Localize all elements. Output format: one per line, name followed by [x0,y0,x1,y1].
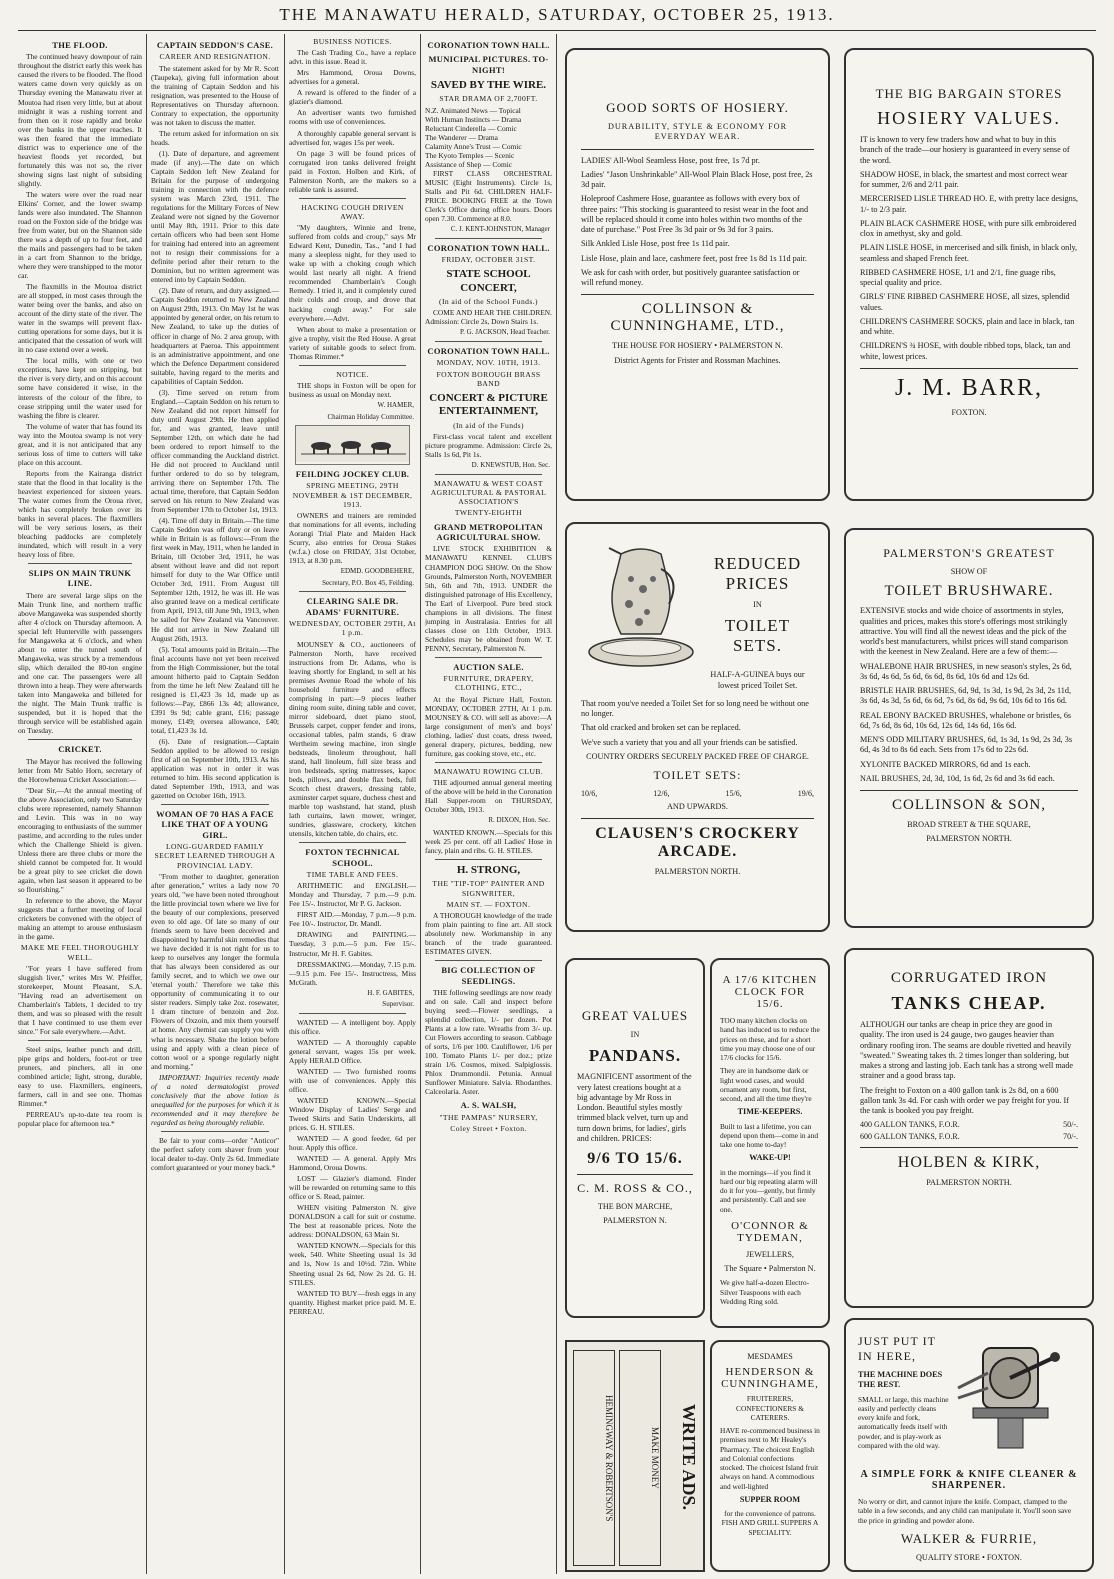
divider [860,368,1078,369]
paragraph: MOUNSEY & CO., auctioneers of Palmerston North, have received instructions from Dr. Adams, who is leaving shortly for England, to sell at his premises Avenue Road the whole of his household furniture and effects comprising in part:—9 pieces leather dining room suite, dining table and cover, mirror sideboard, duet piano stool, Brussels carpet, copper fender and irons, occasional tables, palm stands, 6 draw Wertheim sewing machine, iron single bedsteads, linoleum throughout, hall stand, hall linoleum, full size brass and iron bedsteads, spring mattresses, kapoc beds, pillows, and double flax beds, full Scotch chest drawers, dressing table, axminster carpet square, duchess chest and marble top washstand, hat stand, plush lath curtains, lawn mower, wringer, sundries, glassware, crockery, kitchen utensils, kitchen table, do chairs, etc. [289,639,416,839]
ad-title: GOOD SORTS OF HOSIERY. [606,100,789,115]
signature: R. DIXON, Hon. Sec. [488,816,550,825]
price-label: 600 GALLON TANKS, F.O.R. [860,1132,960,1142]
ad-line: That old cracked and broken set can be replaced. [581,723,741,733]
ad-heading: MANAWATU & WEST COAST AGRICULTURAL & PASTORAL ASSOCIATION'S [430,478,547,507]
article-headline: CAPTAIN SEDDON'S CASE. [156,40,274,50]
ad-line: We've such a variety that you and all your friends can be satisfied. [581,737,798,747]
ad-item: PLAIN LISLE HOSE, in mercerised and silk finish, in black only, seamless and shaped French feet. [860,243,1078,263]
column-rule [420,34,421,1574]
price: 15/6, [725,789,742,798]
ad-title: SAVED BY THE WIRE. [430,79,547,92]
ad-line: Holeproof Cashmere Hose, guarantee as follows with every box of three pairs: "This stocking is guaranteed to resist wear in the foot and will be replaced should it come into holes within two months of the date of purchase." Post Free 3s 3d pair or 9s 3d for 3 pairs. [581,194,809,234]
classified-ad: WHEN visiting Palmerston N. give DONALDSON a call for suit or costume. The best at reasonable prices. Note the address: DONALDSON, 63 Main St. [289,1203,416,1240]
classified-ad: WANTED — A intelligent boy. Apply this office. [289,1017,416,1036]
ad-title: JUST PUT IT IN HERE, [858,1334,936,1363]
ad-line: TOO many kitchen clocks on hand has induced us to reduce the prices on these, and for a short time you may choose one of our 17/6 clocks for 15/6. [720,1016,820,1062]
ad-subtitle: TOILET SETS: [653,768,742,782]
ad-headline-block [858,1328,953,1463]
divider [299,842,406,843]
ad-line: That room you've needed a Toilet Set for so long need be without one no longer. [581,698,809,718]
divider [28,739,132,740]
ad-tanks-holben-kirk [844,948,1094,1308]
ad-store: THE BON MARCHE, [597,1202,673,1211]
divider [577,1174,693,1175]
ad-subheading: (In aid of the Funds) [453,420,524,430]
ad-line: Lisle Hose, plain and lace, cashmere feet, post free 1s 8d 1s 11d pair. [581,253,807,263]
divider [28,563,132,564]
paragraph: In reference to the above, the Mayor suggests that a further meeting of local cricketers be convened with the object of making an attempt to arouse enthusiasm in the game. [18,896,142,942]
ad-firm: O'CONNOR & TYDEMAN, [731,1219,809,1244]
ad-title: THE BIG BARGAIN STORES [875,86,1063,101]
column-rule [556,34,557,1574]
ad-top [858,1328,1080,1463]
divider [28,1040,132,1041]
section-heading: BUSINESS NOTICES. [313,37,392,46]
paragraph: (1). Date of departure, and agreement made (if any).—The date on which Captain Seddon left New Zealand for Britain for the purpose of undergoing training in connection with the defence system was March 23rd, 1911. The regulations for the Military Forces of New Zealand were not signed by the Governor until May 8th, 1911. Prior to this date certain officers who had been sent Home for training had entered into an agreement not to resign their commissions for a definite period after their return to the Dominion, but no written agreement was entered into by Captain Seddon. [151,148,279,285]
signature: C. J. KENT-JOHNSTON, Manager [450,225,550,234]
ad-line: for the convenience of patrons. FISH AND GRILL SUPPERS A SPECIALITY. [721,1509,819,1537]
ad-title: GRAND METROPOLITAN AGRICULTURAL SHOW. [434,521,543,543]
divider [299,198,406,199]
paragraph: LIVE STOCK EXHIBITION & MANAWATU KENNEL CLUB'S CHAMPION DOG SHOW. On the Show Grounds, Palmerston North, NOVEMBER 5th, 6th and 7th, 1913. UNDER the distinguished patronage of His Excellency, The Earl of Liverpool. Pure bred stock champions in all divisions. The finest jumping in Australasia. Entries for all classes close on 11th October, 1913. Schedules may be obtained from W. T. PENNY, Secretary, Palmerston N. [425,544,552,653]
ad-line: HAVE re-commenced business in premises next to Mr Healey's Pharmacy. The choicest English and Colonial confections stocked. The choicest Island fruit always on hand. A commodious and well-lighted [720,1426,820,1491]
ad-firm-sub: JEWELLERS, [746,1249,794,1259]
section-heading: FEILDING JOCKEY CLUB. [295,469,410,480]
price-label: 400 GALLON TANKS, F.O.R. [860,1120,960,1130]
ad-title: STATE SCHOOL CONCERT, [446,268,531,294]
ad-address: Coley Street • Foxton. [450,1123,527,1133]
ad-firm: HOLBEN & KIRK, [897,1154,1041,1172]
ad-town: FOXTON. [951,407,987,417]
price: 10/6, [581,789,598,798]
ad-item: MERCERISED LISLE THREAD HO. E, with pretty lace designs, 1/- to 2/3 pair. [860,194,1078,214]
ad-item: CHILDREN'S CASHMERE SOCKS, plain and lace in black, tan and white. [860,316,1075,336]
paragraph: The statement asked for by Mr R. Scott (Taupeka), giving full information about the training of Captain Seddon and his resignation, was presented to the House of Representatives on Thursday afternoon. Contrary to expectation, the opportunity was not taken to discuss the matter. [151,63,279,127]
ad-firm: WALKER & FURRIE, [900,1530,1038,1546]
divider [435,657,542,658]
price-row [860,1132,1078,1141]
paragraph: "For years I have suffered from sluggish liver," writes Mrs W. Pfeiffer, storekeeper, Mount Pleasant, S.A. "Having read an advertisement on Chamberlain's Tablets, I decided to try them, and was so pleased with the result that I have continued to use them ever since." For sale everywhere.—Advt. [18,963,142,1036]
paragraph: Steel snips, leather punch and drill, pipe grips and holders, foot-rot or tree pruners, and pinchers, all in one combined article; light, strong, durable, easy to use. Flaxmillers, engineers, farmers, call in and see one. Thomas Rimmer.* [18,1045,142,1109]
paragraph: OWNERS and trainers are reminded that nominations for all events, including Aorangi Trial Plate and Maiden Hack Scurry, also entries for Oroua Stakes (w.f.a.) close on FRIDAY, 31st October, 1913, at 8.30 p.m. [289,511,416,566]
paragraph: COME AND HEAR THE CHILDREN. Admission: Circle 2s, Down Stairs 1s. [425,308,552,327]
ad-item: MEN'S ODD MILITARY BRUSHES, 6d, 1s 3d, 1s 9d, 2s 3d, 3s 6d, 4s 3d to 8s 6d each. Sets from 17s 6d to 22s 6d. [860,735,1073,755]
ad-item: WHALEBONE HAIR BRUSHES, in new season's styles, 2s 6d, 3s 6d, 4s 6d, 5s 6d, 6s 6d, 8s 6d, 10s 6d and 12s 6d. [860,661,1072,681]
ad-title: SHOW OF [950,567,988,576]
section-heading: CLEARING SALE DR. ADAMS' FURNITURE. [305,596,400,617]
ad-title: CONCERT & PICTURE ENTERTAINMENT, [429,392,548,418]
knife-cleaner-illustration [953,1328,1080,1463]
side-ad: MAKE MONEY [619,1350,661,1566]
section-subheading: WEDNESDAY, OCTOBER 29TH, At 1 p.m. [289,619,416,638]
ad-item: BRISTLE HAIR BRUSHES, 6d, 9d, 1s 3d, 1s 9d, 2s 3d, 2s 11d, 3s 6d, 4s 3d, 5s 6d, 6s 6d, 7s 6d, 8s 6d, 9s 6d, 10s 6d to 16s 6d. [860,686,1071,706]
ad-clausen-toilet-sets [565,522,830,932]
masthead-rule [18,30,1096,31]
ad-headline-block [701,534,814,695]
paragraph: (6). Date of resignation.—Captain Seddon applied to be allowed to resign first of all on September 10th, 1913. As his application was not in order it was returned to him. His second application is dated September 19th, 1913, and was gazetted on October 16th, 1913. [151,736,279,801]
ad-title: IN [753,600,762,609]
paragraph: A THOROUGH knowledge of the trade from plain painting to fine art. All stock absolutely new. Workmanship in any branch of the trade guaranteed. ESTIMATES GIVEN. [425,911,552,957]
ad-title: REDUCED PRICES [713,554,802,593]
divider [435,341,542,342]
paragraph: The Cash Trading Co., have a replace advt. in this issue. Read it. [289,48,416,67]
programme-item: With Human Instincts — Drama [425,114,522,124]
ad-title: TOILET SETS. [724,616,791,656]
ad-heading: BIG COLLECTION OF SEEDLINGS. [441,965,536,986]
ad-line: SMALL or large, this machine easily and perfectly cleans every knife and fork, automatically feeds itself with powder, and is play-work as compared with the old way. [858,1394,949,1450]
article-subheadline: LONG-GUARDED FAMILY SECRET LEARNED THROUGH A PROVINCIAL LADY. [154,842,276,870]
ad-title: PALMERSTON'S GREATEST [883,546,1055,560]
paragraph: On page 3 will be found prices of corrugated iron tanks delivered freight paid in Foxton. Holben and Kirk, of Palmerston North, are the makers so a reliable tank is assured. [289,148,416,194]
price-row [860,1120,1078,1129]
classified-ad: WANTED — A general. Apply Mrs Hammond, Oroua Downs. [289,1154,416,1173]
paragraph: The continued heavy downpour of rain throughout the district early this week has caused the rivers to be flooded. The flood waters came down very quickly as on Thursday evening the Manawatu river at Moutoa had risen very little, but at about midnight it was a rushing torrent and from then on it rose rapidly and broke over the banks in the upper reaches. It was then feared that the immediate district was to experience one of the heaviest floods yet recorded, but fortunately this was not so, the river showing signs last night of subsiding slightly. [18,52,142,188]
paragraph: A thoroughly capable general servant is advertised for, wages 15s per week. [289,128,416,147]
masthead: THE MANAWATU HERALD, SATURDAY, OCTOBER 25, 1913. [279,5,835,24]
ad-write-ads-strip [565,1340,705,1572]
programme-item: Calamity Anne's Trust — Comic [425,141,522,151]
signature: D. KNEWSTUB, Hon. Sec. [471,461,550,470]
ad-heading: MANAWATU ROWING CLUB. [433,766,544,776]
paragraph: (3). Time served on return from England.—Captain Seddon on his return to New Zealand did not report himself for duty until August 29th. He then applied for, and was granted, leave until September 12th, on which date he had been ordered to report himself to the officer commanding the Auckland district. He did not proceed to Auckland until further ordered to do so by telegram, arriving there on September 17th. The actual time, therefore, that Captain Seddon served on his return to New Zealand was from September 17th to October 1st, 1913. [151,387,279,515]
ad-title: PANDANS. [588,1046,682,1066]
paragraph: (5). Total amounts paid in Britain.—The final accounts have not yet been received from the High Commissioner, but the total amount hitherto paid to Captain Seddon from the time he left New Zealand till he resigned is £1,423 3s 1d, made up as follows:—Pay, £866 13s 4d; allowance, £391 9s 9d; cable grant, £16; passage money, £149; oversea allowance, £40; total, £1,423 3s 1d. [151,644,279,735]
ad-line: COUNTRY ORDERS SECURELY PACKED FREE OF CHARGE. [586,751,809,761]
ad-subtitle: THE MACHINE DOES THE REST. [858,1370,943,1390]
ad-item: RIBBED CASHMERE HOSE, 1/1 and 2/1, fine guage ribs, special quality and price. [860,267,1056,287]
ad-subheading: "THE PAMPAS" NURSERY, [439,1112,538,1122]
ad-pandans-ross [565,958,705,1318]
ad-line: We ask for cash with order, but positively guarantee satisfaction or will refund money. [581,267,800,287]
paragraph: THE shops in Foxton will be open for business as usual on Monday next. [289,380,416,399]
ad-firm: COLLINSON & CUNNINGHAME, LTD., [610,301,785,335]
column-2 [151,36,279,1572]
ad-item: NAIL BRUSHES, 2d, 3d, 10d, 1s 6d, 2s 6d and 3s 6d each. [860,773,1055,783]
section-heading: FOXTON TECHNICAL SCHOOL. [305,847,400,868]
divider [860,790,1078,791]
price: 50/-. [1063,1120,1078,1130]
side-ad-title: WRITE ADS. [679,1403,699,1511]
paragraph: The waters were over the road near Elkins' Corner, and the lower swamp lands were also inundated. The Shannon road on the Foxton side of the bridge was free from water, but on the Shannon side there was a depth of up to four feet, and the mails and passengers had to be taken in a cart from Shannon to the bridge, where they were transhipped to the motor car. [18,189,142,281]
programme-item: The Wanderer — Drama [425,132,498,142]
ad-line: They are in handsome dark or light wood cases, and would ornament any room, but first, second, and all the time they're [720,1066,812,1103]
signature: H. F. GABITES, [367,988,414,997]
ad-town: PALMERSTON N. [603,1216,667,1226]
ad-firm-sub: THE HOUSE FOR HOSIERY • PALMERSTON N. [612,341,783,351]
ad-heading: CORONATION TOWN HALL. [427,40,550,50]
article-headline: SLIPS ON MAIN TRUNK LINE. [28,568,132,589]
column-rule [146,34,147,1574]
ad-address: BROAD STREET & THE SQUARE, [907,820,1031,829]
price: 12/6, [653,789,670,798]
paragraph: The local mills, with one or two exceptions, have kept on stripping, but the river is very dirty, and on this account some have considered it wise, in the interests of the colour of the fibre, to cease stripping until the water used for washing the fibre is clearer. [18,356,142,420]
paragraph: (2). Date of return, and duty assigned.—Captain Seddon returned to New Zealand on August 29th, 1913. On May 1st he was appointed by general order, on his return to New Zealand, to take up the duties of officer in charge of No. 2 area group, with headquarters at Paeroa. This appointment is an administrative appointment, and one which the Defence Department considered suitable, having regard to the merits and capabilities of Captain Seddon. [151,286,279,386]
paragraph: The Mayor has received the following letter from Mr Sablo Horn, secretary of the Horowhenua Cricket Association:— [18,756,142,784]
ad-hosiery-collinson [565,48,830,501]
ad-price: 9/6 TO 15/6. [587,1150,683,1167]
ad-subheading: TWENTY-EIGHTH [454,508,523,518]
paragraph: The return asked for information on six heads. [151,128,279,147]
divider [435,859,542,860]
ad-title: TOILET BRUSHWARE. [884,583,1054,600]
ad-item: CHILDREN'S ¾ HOSE, with double ribbed tops, black, tan and white, lowest prices. [860,341,1071,361]
ad-item: REAL EBONY BACKED BRUSHES, whalebone or bristles, 6s 6d, 7s 6d, 8s 6d, 10s 6d, 12s 6d, 14s 6d, 16s 6d. [860,710,1072,730]
ad-firm: COLLINSON & SON, [892,797,1046,813]
divider [860,1147,1078,1148]
paragraph: Be fair to your corns—order "Anticor" the perfect safety corn shaver from your local dealer to-day. Only 2s 6d. Immediate comfort guaranteed or your money back.* [151,1135,279,1172]
section-heading: HACKING COUGH DRIVEN AWAY. [301,202,404,221]
divider [435,474,542,475]
ad-firm: J. M. BARR, [894,374,1044,401]
paragraph: FIRST AID.—Monday, 7 p.m.—9 p.m. Fee 10/-. Instructor, Dr. Mandl. [289,910,416,929]
ad-town: PALMERSTON NORTH. [654,867,741,877]
ad-address: The Square • Palmerston N. [724,1264,816,1273]
signature: Chairman Holiday Committee. [327,412,414,421]
ad-line: LADIES' All-Wool Seamless Hose, post free, 1s 7d pr. [581,155,760,165]
paragraph: FIRST CLASS ORCHESTRAL MUSIC (Eight Instruments). Circle 1s, Stalls and Pit 6d. CHILDREN HALF-PRICE. BOOKING FREE at the Town Clerk's Office during office hours. Doors open 7.30. Commence at 8.0. [425,168,552,224]
signature: Supervisor. [382,1000,414,1009]
paragraph: ARITHMETIC and ENGLISH.—Monday and Thursday, 7 p.m.—9 p.m. Fee 15/-. Instructor, Mr P. G. Jackson. [289,881,416,909]
ad-heading: MUNICIPAL PICTURES. TO-NIGHT! [428,54,549,75]
article-headline: WOMAN OF 70 HAS A FACE LIKE THAT OF A YOUNG GIRL. [156,809,274,840]
ad-firm: C. M. ROSS & CO., [577,1181,693,1195]
ad-title: HENDERSON & CUNNINGHAME, [721,1366,819,1391]
ad-title: GREAT VALUES [581,1008,689,1023]
signature: EDMD. GOODBEHERE, [340,567,414,576]
programme-item: N.Z. Animated News — Topical [425,105,521,115]
divider [581,294,814,295]
ad-line: MAGNIFICENT assortment of the very latest creations bought at a big advantage by Mr Ross in London. Beautiful styles mostly trimmed black velvet, turn up and turn down brims, for ladies', girls and children. PRICES: [577,1072,692,1143]
price: 70/-. [1063,1132,1078,1142]
section-heading: NOTICE. [336,369,369,379]
ad-subtitle: TIME-KEEPERS. [737,1107,803,1117]
classified-ad: WANTED KNOWN.—Special Window Display of Ladies' Serge and Tweed Skirts and Satin Underskirts, all prices. G. H. STILES. [289,1095,416,1133]
classified-ad: WANTED KNOWN.—Specials for this week, 540. White Sheeting usual 1s 3d and 1s, Now 1s and 10½d. 72in. White Sheeting usual 2s 6d, Now 2s 2d. G. H. STILES. [289,1241,416,1287]
paragraph: "My daughters, Winnie and Irene, suffered from colds and croup," says Mr Edward Kent, Dunedin, Tas., "and I had many a sleepless night, for they used to wake up with a choking cough which would last nearly all night. A friend recommended Chamberlain's Cough Remedy. I tried it, and it completely cured their colds and croup, and drove that hacking cough away." For sale everywhere.—Advt. [289,223,416,323]
programme-item: Reluctant Cinderella — Comic [425,123,517,133]
divider [435,762,542,763]
paragraph: THE following seedlings are now ready and on sale. Call and inspect before buying seed:—Flower seedlings, a splendid collection, 1/- per dozen. Pot Plants at a low rate. Wreaths from 3/- up. Cut Flowers according to season. Cabbage of sorts, 1/6 per 100. Cauliflower, 1/6 per 100. Tomato Plants 1/- per doz.; prize strain 1/6. Cosmos, mixed. Salpiglossis. Phlox Drummondii. Petunia. Annual Sunflower Miniature. Salvia. Rhodanthes. Calceolaria. Aster. [425,987,552,1097]
divider [299,1013,406,1014]
ad-intro: IT is known to very few traders how and what to buy in this branch of the trade—our hosiery is guaranteed in every sense of the word. [860,135,1070,165]
ad-line: Ladies' "Jason Unshrinkable" All-Wool Plain Black Hose, post free, 2s 3d pair. [581,169,813,189]
ad-line: No worry or dirt, and cannot injure the knife. Compact, clamped to the table in a few seconds, and any child can manipulate it. You'll soon save the price in grinding and powder alone. [858,1497,1072,1525]
classified-ad: WANTED — A good feeder, 6d per hour. Apply this office. [289,1134,416,1153]
paragraph: Mrs Hammond, Oroua Downs, advertises for a general. [289,68,416,87]
ad-subtitle: WAKE-UP! [749,1153,791,1163]
ad-line: The freight to Foxton on a 400 gallon tank is 2s 8d, on a 600 gallon tank 3s 4d. For cash with order we pay freight for you. If the tank is booked you pay freight. [860,1085,1069,1115]
paragraph: THE adjourned annual general meeting of the above will be held in the Coronation Hall Supper-room on THURSDAY, October 30th, 1913. [425,778,552,815]
column-1 [18,36,142,1572]
column-3 [289,36,416,1572]
paragraph: At the Royal Picture Hall, Foxton. MONDAY, OCTOBER 27TH, At 1 p.m. MOUNSEY & CO. will sell as above:—A large consignment of men's and boys' clothing, ladies' dust coats, dress tweed, general drapery, pictures, bedding, new furniture, gas cooking stove, etc., etc. [425,694,552,758]
price-list [581,789,814,798]
classified-ad: WANTED TO BUY—fresh eggs in any quantity. Highest market price paid. M. E. PERREAU. [289,1288,416,1316]
ad-town: PALMERSTON NORTH. [926,834,1012,844]
paragraph: "From mother to daughter, generation after generation," writes a lady now 70 years old, "we have been noted throughout the little provincial town where we live for the beauty of our complexions, preserved even to old age. Of late so many of our friends seem to have been deceived and disappointed by harmful skin remedies that we have decided it is not right for us to keep to ourselves any longer the formula that has always been considered as our family secret, and to which we owe our 'eternal youth.' Therefore we take this opportunity of communicating it to our sister readers. Simply take 2oz. rosewater, 1 dram tincture of benzoin and 2oz. Flowers of Oxzoin, and mix them yourself at home. Any chemist can supply you with what is necessary. Shake the lotion before using and apply with a clean piece of cotton wool or a sponge regularly night and morning." [151,871,279,1071]
programme-item: The Kyoto Temples — Scenic [425,150,515,160]
ad-line: ALTHOUGH our tanks are cheap in price they are good in quality. The iron used is 24 gauge, two gauges heavier than ordinary roofing iron. The seams are double rivetted and heavily "sweated." Sweating takes th. 2 times longer than soldering, but makes a strong and lasting job. Each tank has a strong well made strainer and a good brass tap. [860,1020,1074,1081]
ad-title: A SIMPLE FORK & KNIFE CLEANER & SHARPENER. [860,1469,1078,1491]
ad-subheading: FURNITURE, DRAPERY, CLOTHING, ETC., [443,674,534,693]
article-headline: THE FLOOD. [52,40,108,50]
ad-collinson-brushware [844,528,1094,928]
ad-firm: CLAUSEN'S CROCKERY ARCADE. [595,825,800,861]
article-subheadline: CAREER AND RESIGNATION. [159,52,271,62]
article-headline: CRICKET. [58,744,102,755]
paragraph: DRESSMAKING.—Monday, 7.15 p.m.—9.15 p.m. Fee 15/-. Instructress, Miss McGrath. [289,959,416,987]
price: 19/6, [797,789,814,798]
ad-item: XYLONITE BACKED MIRRORS, 6d and 1s each. [860,759,1031,769]
ad-firm-sub: QUALITY STORE • FOXTON. [916,1552,1022,1562]
ad-subheading: MONDAY, NOV. 10TH, 1913. [436,358,541,368]
section-subheading: TIME TABLE AND FEES. [306,870,399,880]
ad-title: IN [630,1030,640,1039]
paragraph: First-class vocal talent and excellent picture programme. Admission: Circle 2s, Stalls 1s 6d, Pit 1s. [425,432,552,460]
signature: Secretary, P.O. Box 45, Feilding. [322,578,414,587]
classified-ad: WANTED KNOWN.—Specials for this week 25 per cent. off all Ladies' Hose in fancy, plain and ribs. G. H. STILES. [425,827,552,855]
ad-line: in the mornings—if you find it hard our big repeating alarm will do it for you—gently, but firmly and persistently. Call and see one. [720,1167,818,1214]
classified-ad: LOST — Glazier's diamond. Finder will be rewarded on returning same to this office or S. Read, painter. [289,1174,416,1202]
ad-title: MESDAMES [747,1352,793,1361]
ad-town: PALMERSTON NORTH. [926,1178,1012,1188]
ad-heading: CORONATION TOWN HALL. [427,242,550,253]
ad-firm-sub: District Agents for Frister and Rossman Machines. [614,355,781,365]
signature: P. G. JACKSON, Head Teacher. [460,328,550,337]
paragraph: DRAWING and PAINTING.—Tuesday, 3 p.m.—5 p.m. Fee 15/-. Instructor, Mr H. F. Gabites. [289,930,416,958]
ad-title: TANKS CHEAP. [891,993,1047,1013]
paragraph: There are several large slips on the Main Trunk line, and northern traffic above Mangaweka was suspended shortly after 4 o'clock on Thursday afternoon. A special left Hunterville with passengers for Mangaweka at 6 o'clock, and when about to enter the tunnel south of Mangaweka, was struck by a tremendous slip, which derailed the 80-ton engine and one car. The passengers were all thrown into a heap. They were afterwards taken into Mangaweka and billeted for the night. The Main Trunk traffic is suspended, but it is hoped that the through service will be established again on Tuesday. [18,590,142,736]
classified-ad: WANTED — Two furnished rooms with use of conveniences. Apply this office. [289,1066,416,1094]
ad-walker-furrie [844,1318,1094,1572]
signature: W. HAMER, [377,401,414,409]
divider [161,804,269,805]
ad-line: Built to last a lifetime, you can depend upon them—come in and take one home to-day! [720,1121,819,1149]
ad-henderson-cunninghame [710,1340,830,1572]
ad-title: A. S. WALSH, [460,1100,517,1111]
paragraph: IMPORTANT: Inquiries recently made of a noted dermatologist proved conclusively that the above lotion is unequalled for the purposes for which it is recommended and it may therefore be regarded as being thoroughly reliable. [151,1072,279,1127]
paragraph: A reward is offered to the finder of a glazier's diamond. [289,88,416,107]
ad-title: CORRUGATED IRON [890,970,1048,986]
ad-item: GIRLS' FINE RIBBED CASHMERE HOSE, all sizes, splendid values. [860,292,1070,312]
ad-line: HALF-A-GUINEA buys our lowest priced Toilet Set. [710,670,805,690]
divider [581,149,814,150]
classified-ad: WANTED — A thoroughly capable general servant, wages 15s per week. Apply HERALD Office. [289,1037,416,1065]
programme-item: Assistance of Shep — Comic [425,159,513,169]
side-ad: HEMINGWAY & ROBERTSON'S [573,1350,615,1566]
paragraph: "Dear Sir,—At the annual meeting of the above Association, only two Saturday clubs were represented, namely Shannon and Levin. This was in no way encouraging to enthusiasts of the summer pastime, and according to the rules under which the Challenge Shield is given. Unless there are three clubs or more the shield cannot be competed for. It would be a great pity to see cricket die down again, when last season it appeared to be so flourishing." [18,785,142,895]
column-4 [425,36,552,1572]
ad-subheading: FRIDAY, OCTOBER 31ST. [441,255,536,265]
ad-line: We give half-a-dozen Electro-Silver Teaspoons with each Wedding Ring sold. [720,1278,810,1306]
article-subheadline: MAKE ME FEEL THOROUGHLY WELL. [20,943,140,962]
paragraph: (4). Time off duty in Britain.—The time Captain Seddon was off duty or on leave while in Britain is as follows:—From the first week in May, 1911, when he landed in Britain, till October 3rd, 1911, he was absent without leave and did not report himself for duty to the War Office until October 3rd, 1911. From August till September 12th, 1912, he was ill. He was also granted leave on a medical certificate from April, 1913, till June 9th, 1913, when he sailed for New Zealand via Vancouver. He did not arrive in New Zealand till August 26th, 1913. [151,516,279,643]
ad-item: SHADOW HOSE, in black, the smartest and most correct wear for summer, 2/6 and 2/11 pair. [860,169,1068,189]
ad-item: PLAIN BLACK CASHMERE HOSE, with pure silk embroidered clox in amethyst, sky and gold. [860,218,1077,238]
ad-title: H. STRONG, [456,863,521,876]
divider [161,1131,269,1132]
paragraph: The volume of water that has found its way into the Moutoa swamp is not very great, and it is not anticipated that any serious loss of time to cutters will take place on this account. [18,421,142,467]
paragraph: PERREAU's up-to-date tea room is popular place for afternoon tea.* [18,1110,142,1129]
divider [299,591,406,592]
ad-heading: CORONATION TOWN HALL. [427,345,550,356]
divider [581,818,814,819]
paragraph: An advertiser wants two furnished rooms with use of conveniences. [289,108,416,127]
ad-title: HOSIERY VALUES. [877,108,1061,128]
ad-heading: AUCTION SALE. [453,661,524,672]
ad-subtitle: FRUITERERS, CONFECTIONERS & CATERERS. [736,1394,804,1422]
ad-hosiery-barr [844,48,1094,501]
ad-top [581,534,814,695]
ad-address: MAIN ST. — FOXTON. [446,899,531,909]
ad-subheading: STAR DRAMA OF 2,700FT. [439,94,538,104]
ad-line: AND UPWARDS. [667,802,728,811]
racing-illustration [295,425,410,465]
section-subheading: SPRING MEETING, 29TH NOVEMBER & 1ST DECEMBER, 1913. [292,481,413,509]
divider [435,238,542,239]
ad-kitchen-clock [710,958,830,1328]
ad-subtitle: DURABILITY, STYLE & ECONOMY FOR EVERYDAY WEAR. [607,122,788,142]
paragraph: The flaxmills in the Moutoa district are all stopped, in most cases through the water being over the banks, and also on account of the dirty state of the river. The water in the swamps will prevent flax-cutting operations for some days, but it is anticipated that the cessation of work will in no case extend over a week. [18,282,142,355]
ad-subheading: THE "TIP-TOP" PAINTER AND SIGNWRITER, [432,879,545,898]
ad-subheading: FOXTON BOROUGH BRASS BAND [436,369,541,388]
jug-and-basin-illustration [581,534,701,684]
column-rule [284,34,285,1574]
ad-subheading: (In aid of the School Funds.) [439,297,538,307]
divider [435,960,542,961]
ad-title: A 17/6 KITCHEN CLOCK FOR 15/6. [722,974,818,1010]
paragraph: When about to make a presentation or give a trophy, visit the Red House. A great variety of suitable goods to select from. Thomas Rimmer.* [289,324,416,361]
ad-intro: EXTENSIVE stocks and wide choice of assortments in styles, qualities and prices, makes this store's offerings most strikingly attractive. You will find all the newest ideas and the pick of the world's best manufacturers, whilst prices will stand comparison with the keenest in New Zealand. Here are a few of them:— [860,606,1068,657]
ad-line: Silk Ankled Lisle Hose, post free 1s 11d pair. [581,239,730,249]
divider [299,365,406,366]
ad-subtitle: SUPPER ROOM [739,1494,801,1504]
paragraph: Reports from the Kairanga district state that the flood in that locality is the heaviest experienced for sixteen years. The water comes from the Oroua river, which has completely broken over its banks in several places. The flaxmillers will be very serious losers, as their bleaching paddocks are completely inundated, which will result in a very heavy loss of fibre. [18,468,142,560]
